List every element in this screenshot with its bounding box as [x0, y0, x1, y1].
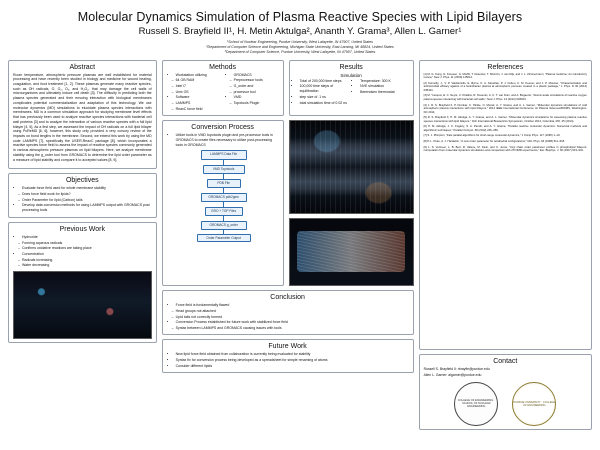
- previous-work-title: Previous Work: [59, 225, 105, 233]
- objectives-title: Objectives: [65, 177, 99, 185]
- list-item: – Forming aqueous radicals: [22, 241, 152, 246]
- list-item: – Topotools Plugin: [234, 101, 279, 106]
- affiliation-3: ³Department of Computer Science, Purdue University, West Lafayette, IN 47907, United States: [224, 50, 376, 55]
- contact-panel: [419, 354, 592, 429]
- methods-right-list: [230, 73, 279, 106]
- reference-item: [9] L. S. Vermeer, L. B. Bert, R. Valene, M. Klein, and C. Jerca, "Acyl chain order parameter profiles in phospholipid bilayers: computation from molecular dynamics simulations and comparison with 2H NMR experiments," Eur. Biophys. J. 36 (2007) 919–931.: [423, 145, 587, 153]
- results-title: Results: [339, 63, 363, 71]
- list-item: • Workstation utilizing: [176, 73, 221, 78]
- conversion-bullets: [172, 133, 279, 148]
- list-item: • GROMACS: [234, 73, 279, 78]
- list-item: • Syntax fix for conversion process being developed as a spreadsheet for simple renaming of atoms: [176, 358, 409, 363]
- affiliation-1: ¹School of Nuclear Engineering, Purdue University, West Lafayette, IN 47907, United States: [227, 40, 373, 44]
- reference-item: [2] Connolly, J., V. P. Valdramidis, E. Byrne, K. A. Karatzas, P. J. Cullen, K. M. Keener, and J. P. Mosnier, "Characterization and antimicrobial efficacy against of a helicobacter plasma at atmospheric pressure created in a plastic package," J. Phys. D 46 (2013) 035401.: [423, 81, 587, 92]
- lipid-bilayer-image: [13, 271, 152, 339]
- references-list: [424, 73, 587, 153]
- list-item: – Confirms oxidative reactions are taking place: [22, 246, 152, 251]
- objectives-list: [18, 186, 152, 213]
- list-item: • NVE simulation: [360, 84, 409, 89]
- future-work-title: Future Work: [268, 343, 307, 351]
- list-item: • Force field is fundamentally flawed: [176, 303, 409, 308]
- objectives-panel: [8, 173, 157, 218]
- list-item: • Berendsen thermostat: [360, 90, 409, 95]
- contact-link-1[interactable]: Russell S. Brayfield II: rbrayfie@purdue.edu: [423, 367, 490, 372]
- list-item: • Software: [176, 95, 221, 100]
- contact-link-2[interactable]: Allen L. Garner: algarner@purdue.edu: [423, 372, 482, 377]
- flow-node-lammps-data: LAMMPS Data File: [201, 150, 247, 160]
- abstract-panel: [8, 60, 157, 170]
- list-item: • Hydroxide: [22, 235, 152, 240]
- column-right: [419, 60, 592, 430]
- poster-columns: [8, 60, 592, 430]
- conversion-title: Conversion Process: [191, 124, 254, 132]
- logo-row: [424, 382, 587, 426]
- reference-item: [1] M. G. Kong, G. Kroesen, G. Morfill, T. Nosenko, T. Shimizu, J. van Dijk, and J. L. Zimmermann, "Plasma medicine: An introductory review," New J. Phys. 11 (2009) 115012.: [423, 72, 587, 80]
- results-left-list: [296, 79, 349, 107]
- reference-item: [3] M. Yusupov, E. C. Neyts, U. Khalilov, R. Snoeckx, A. C. T. van Duin, and A. Bogaerts, "Atomic-scale simulations of reactive oxygen plasma species interacting with bacterial cell walls," New J. Phys. 14 (2012) 093043.: [423, 94, 587, 101]
- flow-node-order-output: Order Parameter Output: [197, 234, 251, 242]
- flow-node-pdb-file: PDB File: [207, 179, 241, 188]
- reference-item: [7] S. J. Plimpton, "Fast parallel algorithms for short-range molecular dynamics," J Comp Phys. 117 (1995) 1–19.: [423, 134, 561, 138]
- conclusion-list: [172, 303, 409, 331]
- list-item: • Utilize tools in VMD topotools plugin and pre-processor tools in GROMACS to create files necessary to utilize post-processing tools in GROMACS: [176, 133, 279, 148]
- affiliation-2: ²Department of Computer Science and Engineering, Michigan State University, East Lansing, MI 48824, United States: [206, 45, 394, 50]
- methods-left-list: [172, 73, 221, 112]
- methods-panel: [162, 60, 284, 117]
- contact-title: Contact: [493, 358, 518, 366]
- references-panel: [419, 60, 592, 351]
- membrane-simulation-image: [289, 120, 414, 214]
- lipid-tube-image: [289, 218, 414, 286]
- list-item: • Conversion Process established for future work with stabilized force field: [176, 320, 409, 325]
- affiliations: [8, 40, 592, 56]
- list-item: – Water decreasing: [22, 263, 152, 268]
- list-item: • New lipid force field obtained from collaboration is currently being evaluated for stability: [176, 352, 409, 357]
- conversion-panel: [162, 120, 284, 286]
- nuclear-engineering-logo: COLLEGE OF ENGINEERING · SCHOOL OF NUCLEAR ENGINEERING: [454, 382, 498, 426]
- results-right-list: [356, 79, 409, 107]
- column-middle: [162, 60, 414, 430]
- list-item: • Total of 200,000 time steps: [300, 79, 349, 84]
- references-title: References: [487, 63, 524, 71]
- list-item: • Temperature: 300 K: [360, 79, 409, 84]
- reference-item: [4] J. R. S. Brayfield II, P. Dronkar, K. Hinkle, O. Murad, A. Y. Grama, and A. L. Garner, "Molecular dynamics simulations of cold atmospheric plasma interactions with lipid bilayers," 2014 IEEE International Conference on Plasma Sciences/BIOMS, Washington, DC 2014.: [423, 103, 587, 114]
- future-work-panel: [162, 339, 414, 373]
- previous-work-list: [18, 235, 152, 268]
- conclusion-panel: [162, 290, 414, 335]
- previous-work-panel: [8, 222, 157, 343]
- list-item: – Preprocessor tools: [234, 78, 279, 83]
- list-item: – G_order and: [234, 84, 279, 89]
- flow-node-gro-top: GRO + TOP Files: [205, 207, 243, 216]
- reference-item: [6] H. M. Aktulga, J. C. Fogarty, S. A. Pandit, and A. Y. Grama, "Parallel reactive molecular dynamics: Numerical methods and algorithmic techniques," Parallel Comput. 38 (2012) 245–259.: [423, 125, 587, 132]
- poster-header: [8, 10, 592, 56]
- list-item: – Does force field work for lipids?: [22, 192, 152, 197]
- list-item: – processor tool: [234, 90, 279, 95]
- future-work-list: [172, 352, 409, 368]
- list-item: • Develop data conversion methods for using LAMMPS output with GROMACS post processing tools: [22, 203, 152, 213]
- results-panel: [289, 60, 414, 117]
- list-item: • VMD: [234, 95, 279, 100]
- methods-title: Methods: [209, 63, 237, 71]
- abstract-title: Abstract: [69, 63, 96, 71]
- list-item: • total simulation time of 0.02 ns: [300, 101, 349, 106]
- list-item: • Concentration: [22, 252, 152, 257]
- list-item: • Evaluate force field used for whole membrane stability: [22, 186, 152, 191]
- list-item: – Order Parameter for lipid (Carbon) tails: [22, 198, 152, 203]
- column-left: [8, 60, 157, 430]
- list-item: • Consider different lipids: [176, 364, 409, 369]
- list-item: • 100,000 time steps of equilibration: [300, 84, 349, 94]
- page-title: Molecular Dynamics Simulation of Plasma Reactive Species with Lipid Bilayers: [77, 10, 523, 24]
- reference-item: [5] R. S. Brayfield II, H. M. Aktulga, A. Y. Grama, and A. L. Garner, "Molecular dynamics simulations for assessing plasma reactive species interactions with lipid bilayers," 11th International Bioelectrics Symposium, October 2014, Columbia, MO, 25 (2014).: [423, 116, 587, 123]
- conclusion-title: Conclusion: [270, 294, 305, 302]
- list-item: – Intel i7: [176, 84, 221, 89]
- list-item: – Radicals increasing: [22, 258, 152, 263]
- list-item: – Head groups not attached: [176, 309, 409, 314]
- flow-node-vmd-topotools: VMD Topotools: [203, 165, 245, 174]
- list-item: – LAMMPS: [176, 101, 221, 106]
- flow-node-pdb2gmx: GROMACS pdb2gmx: [201, 193, 247, 202]
- list-item: – Syntax between LAMMPS and GROMACS causing issues with tools: [176, 326, 409, 331]
- list-item: – 64 GB RAM: [176, 78, 221, 83]
- list-item: – Lipid tails not correctly formed: [176, 315, 409, 320]
- list-item: – ReaxC force field: [176, 107, 221, 112]
- flow-node-g-order: GROMACS g_order: [201, 221, 247, 230]
- abstract-text: Room temperature, atmospheric pressure plasmas are well established for material processing and have recently been studied in biology and medicine for wound healing, coagulation, and food treatment [1, 2]. These plasmas generate many reactive species, such as OH radicals, O, O₂, O₃, and H₂O₂, that may damage the cell walls of microorganisms and ultimately induce cell death [3]. The difficulty in predicting both the plasma species generated and their ensuing interaction with biological membranes complicates potential commercialization and adaptation of this technology. We use molecular dynamics (MD) simulations to elucidate plasma species interactions with membranes. MD is a common simulation approach for studying membrane level effects that has previously been used to analyze reactive species interactions with bacterial cell wall proteins [3] and to analyze the interaction of various reactive species with a full lipid bilayer [4, 5]. As a first step, we assessed the impact of OH radicals on a full lipid bilayer using PuReMD [6, 6]; however, this study only provided a very cursory review of the impacts on bond lengths in the membrane. Second, we extend this work by using the MD code LAMMPS [7], specifically the USER-ReaxC package [8], which incorporates a reactive species force field to assess the impact of reactive species commonly generated in various atmospheric pressure plasmas on lipid bilayers. Here, we analyze membrane stability using the g_order tool from GROMACS to determine the lipid order parameter as a measure of lipid stability and compare it to accepted values [8, 9].: [13, 72, 152, 162]
- list-item: – Unix OS: [176, 90, 221, 95]
- author-list: Russell S. Brayfield II¹, H. Metin Aktulga², Ananth Y. Grama³, Allen L. Garner¹: [138, 26, 462, 37]
- reference-item: [8] P-L. Chau, A. J. Hardwick, "A new order parameter for tetrahedral configurations," Mol. Phys. 93 (1998) 511–518.: [423, 140, 565, 144]
- simulation-subtitle: Simulation: [340, 72, 362, 78]
- conversion-flowchart: [167, 150, 279, 242]
- contact-lines: [424, 367, 587, 377]
- purdue-engineering-logo: PURDUE UNIVERSITY · COLLEGE OF ENGINEERING: [512, 382, 556, 426]
- list-item: • step size of .1 ns: [300, 95, 349, 100]
